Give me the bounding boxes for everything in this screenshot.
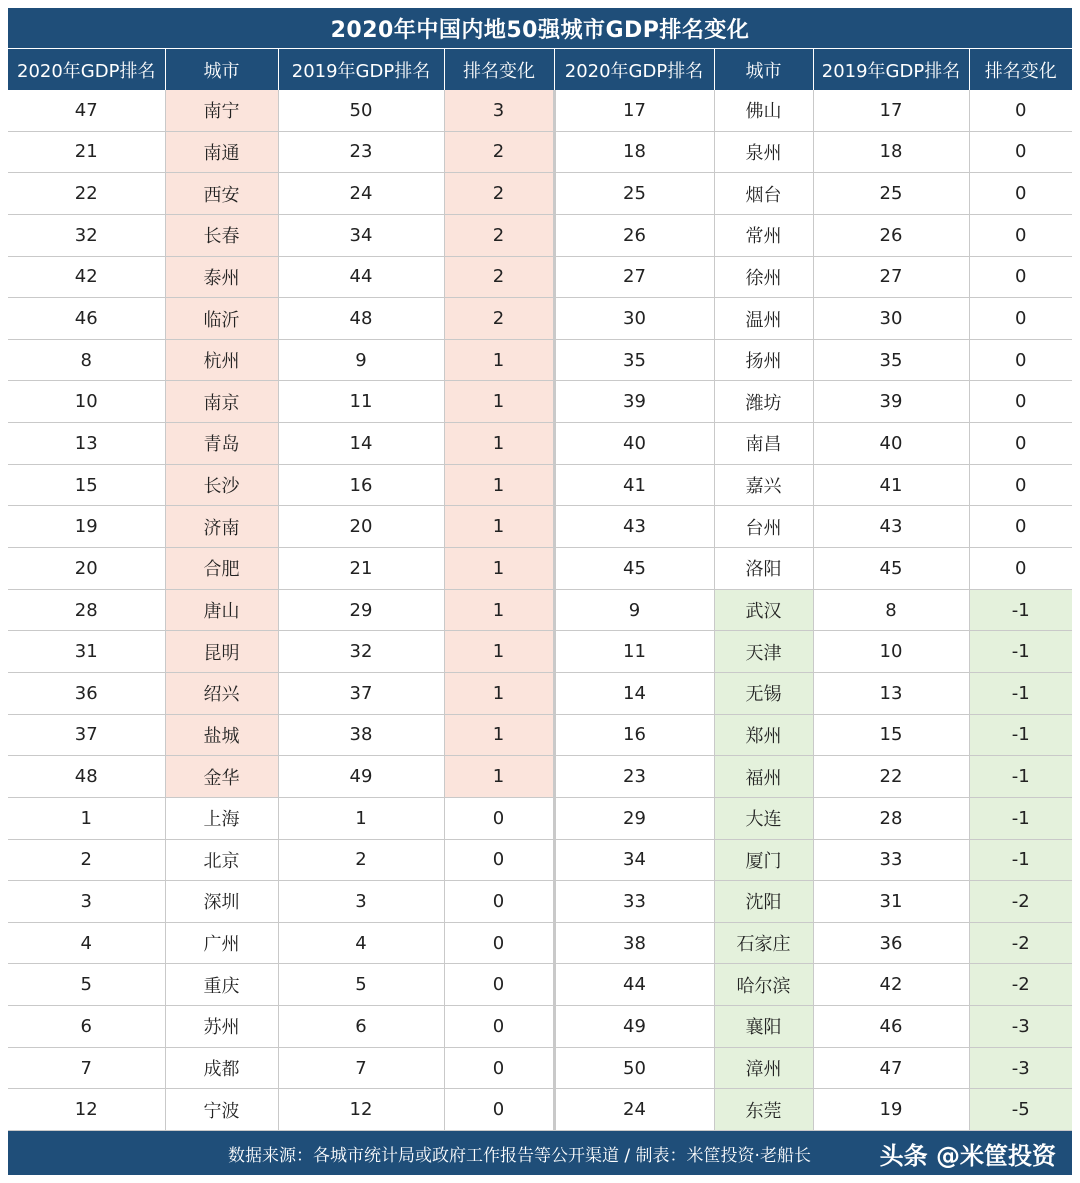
right-rank-change-cell: -1	[969, 672, 1072, 714]
table-row	[8, 797, 1072, 839]
right-city-cell: 大连	[714, 797, 813, 839]
right-rank-2019-cell: 40	[813, 423, 969, 465]
right-rank-change-cell: -1	[969, 714, 1072, 756]
data-source-note: 数据来源：各城市统计局或政府工作报告等公开渠道 / 制表：米筐投资·老船长	[228, 1145, 811, 1166]
left-city-cell: 青岛	[165, 423, 278, 465]
right-city-cell: 扬州	[714, 339, 813, 381]
left-rank-change-cell: 1	[444, 381, 554, 423]
left-rank-2020-cell: 1	[8, 797, 165, 839]
left-rank-change-cell: 1	[444, 631, 554, 673]
right-rank-2020-cell: 49	[554, 1006, 714, 1048]
right-rank-2019-cell: 15	[813, 714, 969, 756]
table-row	[8, 548, 1072, 590]
right-rank-change-cell: -1	[969, 839, 1072, 881]
left-rank-2019-cell: 50	[278, 90, 444, 131]
left-city-cell: 宁波	[165, 1089, 278, 1131]
right-rank-2019-cell: 27	[813, 256, 969, 298]
right-rank-2020-cell: 26	[554, 214, 714, 256]
table-row	[8, 214, 1072, 256]
left-rank-2019-cell: 29	[278, 589, 444, 631]
right-rank-2019-cell: 31	[813, 881, 969, 923]
left-rank-2020-cell: 6	[8, 1006, 165, 1048]
right-rank-2019-cell: 45	[813, 548, 969, 590]
left-rank-2020-cell: 37	[8, 714, 165, 756]
right-rank-change-cell: -5	[969, 1089, 1072, 1131]
right-rank-2019-cell: 26	[813, 214, 969, 256]
right-rank-2020-cell: 50	[554, 1047, 714, 1089]
left-rank-2020-cell: 22	[8, 173, 165, 215]
table-row	[8, 964, 1072, 1006]
right-rank-2020-cell: 34	[554, 839, 714, 881]
right-rank-change-cell: -3	[969, 1006, 1072, 1048]
right-rank-2019-cell: 18	[813, 131, 969, 173]
gdp-ranking-table-card	[8, 8, 1072, 1175]
left-rank-change-cell: 2	[444, 256, 554, 298]
left-rank-2019-cell: 23	[278, 131, 444, 173]
left-rank-2020-cell: 12	[8, 1089, 165, 1131]
left-rank-change-cell: 0	[444, 1089, 554, 1131]
left-rank-change-cell: 1	[444, 714, 554, 756]
right-rank-change-cell: 0	[969, 381, 1072, 423]
right-rank-2020-cell: 25	[554, 173, 714, 215]
left-city-cell: 盐城	[165, 714, 278, 756]
left-city-cell: 北京	[165, 839, 278, 881]
right-rank-change-cell: 0	[969, 506, 1072, 548]
left-rank-change-cell: 0	[444, 797, 554, 839]
header-city-left: 城市	[165, 49, 278, 90]
left-city-cell: 南宁	[165, 90, 278, 131]
left-rank-change-cell: 1	[444, 672, 554, 714]
left-rank-2020-cell: 47	[8, 90, 165, 131]
left-rank-change-cell: 0	[444, 1006, 554, 1048]
left-rank-2020-cell: 46	[8, 298, 165, 340]
table-row	[8, 339, 1072, 381]
right-city-cell: 南昌	[714, 423, 813, 465]
left-rank-2019-cell: 4	[278, 922, 444, 964]
right-rank-2019-cell: 43	[813, 506, 969, 548]
table-row	[8, 256, 1072, 298]
left-rank-2019-cell: 7	[278, 1047, 444, 1089]
table-row	[8, 381, 1072, 423]
right-rank-2020-cell: 24	[554, 1089, 714, 1131]
right-rank-2019-cell: 19	[813, 1089, 969, 1131]
table-row	[8, 881, 1072, 923]
right-city-cell: 洛阳	[714, 548, 813, 590]
left-city-cell: 泰州	[165, 256, 278, 298]
table-row	[8, 1047, 1072, 1089]
right-city-cell: 潍坊	[714, 381, 813, 423]
left-city-cell: 长春	[165, 214, 278, 256]
left-rank-2019-cell: 49	[278, 756, 444, 798]
left-city-cell: 苏州	[165, 1006, 278, 1048]
right-rank-2020-cell: 17	[554, 90, 714, 131]
left-rank-change-cell: 1	[444, 506, 554, 548]
table-row	[8, 298, 1072, 340]
right-rank-change-cell: -2	[969, 881, 1072, 923]
left-rank-2020-cell: 7	[8, 1047, 165, 1089]
right-city-cell: 无锡	[714, 672, 813, 714]
right-rank-2020-cell: 35	[554, 339, 714, 381]
left-city-cell: 西安	[165, 173, 278, 215]
right-rank-2019-cell: 10	[813, 631, 969, 673]
table-row	[8, 839, 1072, 881]
right-rank-change-cell: -1	[969, 631, 1072, 673]
right-rank-2020-cell: 18	[554, 131, 714, 173]
table-row	[8, 506, 1072, 548]
left-rank-2019-cell: 21	[278, 548, 444, 590]
left-rank-2020-cell: 10	[8, 381, 165, 423]
left-rank-2020-cell: 2	[8, 839, 165, 881]
left-city-cell: 南京	[165, 381, 278, 423]
left-rank-change-cell: 1	[444, 548, 554, 590]
table-row	[8, 423, 1072, 465]
header-rank-2019-left: 2019年GDP排名	[278, 49, 444, 90]
right-city-cell: 泉州	[714, 131, 813, 173]
left-rank-2019-cell: 1	[278, 797, 444, 839]
left-city-cell: 深圳	[165, 881, 278, 923]
right-city-cell: 嘉兴	[714, 464, 813, 506]
right-city-cell: 常州	[714, 214, 813, 256]
left-rank-2019-cell: 32	[278, 631, 444, 673]
right-rank-2020-cell: 33	[554, 881, 714, 923]
left-rank-2020-cell: 48	[8, 756, 165, 798]
header-city-right: 城市	[714, 49, 813, 90]
left-rank-change-cell: 1	[444, 464, 554, 506]
right-rank-2019-cell: 25	[813, 173, 969, 215]
table-title: 2020年中国内地50强城市GDP排名变化	[8, 8, 1072, 49]
table-row	[8, 922, 1072, 964]
table-row	[8, 756, 1072, 798]
left-rank-change-cell: 0	[444, 839, 554, 881]
left-city-cell: 长沙	[165, 464, 278, 506]
left-rank-change-cell: 0	[444, 1047, 554, 1089]
right-rank-change-cell: -1	[969, 589, 1072, 631]
right-city-cell: 漳州	[714, 1047, 813, 1089]
right-rank-2020-cell: 41	[554, 464, 714, 506]
right-rank-2020-cell: 27	[554, 256, 714, 298]
right-rank-2019-cell: 30	[813, 298, 969, 340]
left-rank-2019-cell: 44	[278, 256, 444, 298]
left-rank-2020-cell: 42	[8, 256, 165, 298]
table-row	[8, 672, 1072, 714]
left-city-cell: 南通	[165, 131, 278, 173]
right-city-cell: 烟台	[714, 173, 813, 215]
left-rank-change-cell: 3	[444, 90, 554, 131]
left-rank-2019-cell: 2	[278, 839, 444, 881]
right-city-cell: 佛山	[714, 90, 813, 131]
left-city-cell: 成都	[165, 1047, 278, 1089]
table-row	[8, 1089, 1072, 1131]
left-rank-2020-cell: 32	[8, 214, 165, 256]
gdp-ranking-table	[8, 49, 1072, 1131]
left-rank-change-cell: 2	[444, 173, 554, 215]
left-rank-2019-cell: 9	[278, 339, 444, 381]
header-rank-2020-right: 2020年GDP排名	[554, 49, 714, 90]
left-rank-2020-cell: 15	[8, 464, 165, 506]
left-rank-2020-cell: 31	[8, 631, 165, 673]
right-rank-change-cell: 0	[969, 423, 1072, 465]
table-row	[8, 131, 1072, 173]
right-rank-2020-cell: 16	[554, 714, 714, 756]
right-rank-change-cell: 0	[969, 548, 1072, 590]
left-city-cell: 金华	[165, 756, 278, 798]
left-city-cell: 杭州	[165, 339, 278, 381]
right-rank-change-cell: 0	[969, 464, 1072, 506]
right-city-cell: 哈尔滨	[714, 964, 813, 1006]
table-row	[8, 90, 1072, 131]
right-city-cell: 沈阳	[714, 881, 813, 923]
right-city-cell: 东莞	[714, 1089, 813, 1131]
left-city-cell: 唐山	[165, 589, 278, 631]
table-row	[8, 173, 1072, 215]
left-rank-2019-cell: 16	[278, 464, 444, 506]
right-rank-2019-cell: 33	[813, 839, 969, 881]
left-rank-2020-cell: 19	[8, 506, 165, 548]
right-rank-change-cell: -2	[969, 964, 1072, 1006]
right-rank-2020-cell: 23	[554, 756, 714, 798]
left-rank-2019-cell: 12	[278, 1089, 444, 1131]
right-rank-change-cell: -3	[969, 1047, 1072, 1089]
left-city-cell: 临沂	[165, 298, 278, 340]
table-body	[8, 90, 1072, 1131]
left-rank-change-cell: 2	[444, 214, 554, 256]
right-rank-2020-cell: 44	[554, 964, 714, 1006]
left-rank-change-cell: 0	[444, 964, 554, 1006]
table-row	[8, 1006, 1072, 1048]
right-rank-2020-cell: 30	[554, 298, 714, 340]
right-city-cell: 天津	[714, 631, 813, 673]
left-rank-change-cell: 1	[444, 589, 554, 631]
left-rank-change-cell: 1	[444, 756, 554, 798]
right-rank-2019-cell: 13	[813, 672, 969, 714]
right-rank-2020-cell: 45	[554, 548, 714, 590]
left-city-cell: 广州	[165, 922, 278, 964]
left-rank-2019-cell: 37	[278, 672, 444, 714]
right-city-cell: 武汉	[714, 589, 813, 631]
right-rank-2019-cell: 41	[813, 464, 969, 506]
right-rank-change-cell: -2	[969, 922, 1072, 964]
right-city-cell: 福州	[714, 756, 813, 798]
right-rank-2020-cell: 14	[554, 672, 714, 714]
right-rank-2020-cell: 29	[554, 797, 714, 839]
left-rank-2020-cell: 21	[8, 131, 165, 173]
left-city-cell: 济南	[165, 506, 278, 548]
table-row	[8, 631, 1072, 673]
right-rank-2020-cell: 43	[554, 506, 714, 548]
header-change-left: 排名变化	[444, 49, 554, 90]
right-city-cell: 石家庄	[714, 922, 813, 964]
left-rank-2020-cell: 20	[8, 548, 165, 590]
left-rank-2019-cell: 34	[278, 214, 444, 256]
left-rank-2020-cell: 13	[8, 423, 165, 465]
right-rank-2020-cell: 38	[554, 922, 714, 964]
left-rank-2020-cell: 5	[8, 964, 165, 1006]
right-rank-change-cell: 0	[969, 214, 1072, 256]
left-rank-2019-cell: 5	[278, 964, 444, 1006]
left-rank-2020-cell: 4	[8, 922, 165, 964]
right-city-cell: 襄阳	[714, 1006, 813, 1048]
left-rank-2019-cell: 3	[278, 881, 444, 923]
left-rank-2019-cell: 14	[278, 423, 444, 465]
right-rank-change-cell: 0	[969, 298, 1072, 340]
left-rank-change-cell: 1	[444, 339, 554, 381]
left-city-cell: 上海	[165, 797, 278, 839]
left-rank-2019-cell: 6	[278, 1006, 444, 1048]
right-rank-2020-cell: 11	[554, 631, 714, 673]
right-city-cell: 郑州	[714, 714, 813, 756]
right-rank-2020-cell: 9	[554, 589, 714, 631]
left-rank-change-cell: 1	[444, 423, 554, 465]
right-rank-2020-cell: 39	[554, 381, 714, 423]
right-rank-2019-cell: 39	[813, 381, 969, 423]
header-change-right: 排名变化	[969, 49, 1072, 90]
header-rank-2019-right: 2019年GDP排名	[813, 49, 969, 90]
right-rank-2020-cell: 40	[554, 423, 714, 465]
left-city-cell: 合肥	[165, 548, 278, 590]
left-rank-change-cell: 0	[444, 922, 554, 964]
right-rank-2019-cell: 35	[813, 339, 969, 381]
table-row	[8, 714, 1072, 756]
left-rank-2019-cell: 48	[278, 298, 444, 340]
brand-watermark: 头条 @米筐投资	[879, 1141, 1056, 1170]
right-rank-change-cell: -1	[969, 756, 1072, 798]
left-city-cell: 绍兴	[165, 672, 278, 714]
left-rank-2019-cell: 11	[278, 381, 444, 423]
right-rank-2019-cell: 17	[813, 90, 969, 131]
table-row	[8, 589, 1072, 631]
right-rank-change-cell: -1	[969, 797, 1072, 839]
left-rank-change-cell: 0	[444, 881, 554, 923]
table-row	[8, 464, 1072, 506]
right-rank-2019-cell: 8	[813, 589, 969, 631]
right-rank-change-cell: 0	[969, 173, 1072, 215]
right-city-cell: 徐州	[714, 256, 813, 298]
right-city-cell: 台州	[714, 506, 813, 548]
right-city-cell: 温州	[714, 298, 813, 340]
header-row	[8, 49, 1072, 90]
left-city-cell: 重庆	[165, 964, 278, 1006]
right-rank-2019-cell: 22	[813, 756, 969, 798]
right-city-cell: 厦门	[714, 839, 813, 881]
right-rank-change-cell: 0	[969, 131, 1072, 173]
left-rank-2019-cell: 20	[278, 506, 444, 548]
left-rank-2020-cell: 36	[8, 672, 165, 714]
left-rank-2019-cell: 24	[278, 173, 444, 215]
header-rank-2020-left: 2020年GDP排名	[8, 49, 165, 90]
right-rank-change-cell: 0	[969, 256, 1072, 298]
right-rank-2019-cell: 42	[813, 964, 969, 1006]
left-rank-change-cell: 2	[444, 298, 554, 340]
left-rank-2020-cell: 3	[8, 881, 165, 923]
right-rank-2019-cell: 36	[813, 922, 969, 964]
right-rank-change-cell: 0	[969, 90, 1072, 131]
left-rank-2019-cell: 38	[278, 714, 444, 756]
footer-bar	[8, 1131, 1072, 1175]
left-city-cell: 昆明	[165, 631, 278, 673]
right-rank-2019-cell: 28	[813, 797, 969, 839]
right-rank-2019-cell: 46	[813, 1006, 969, 1048]
left-rank-2020-cell: 8	[8, 339, 165, 381]
left-rank-change-cell: 2	[444, 131, 554, 173]
left-rank-2020-cell: 28	[8, 589, 165, 631]
right-rank-change-cell: 0	[969, 339, 1072, 381]
right-rank-2019-cell: 47	[813, 1047, 969, 1089]
